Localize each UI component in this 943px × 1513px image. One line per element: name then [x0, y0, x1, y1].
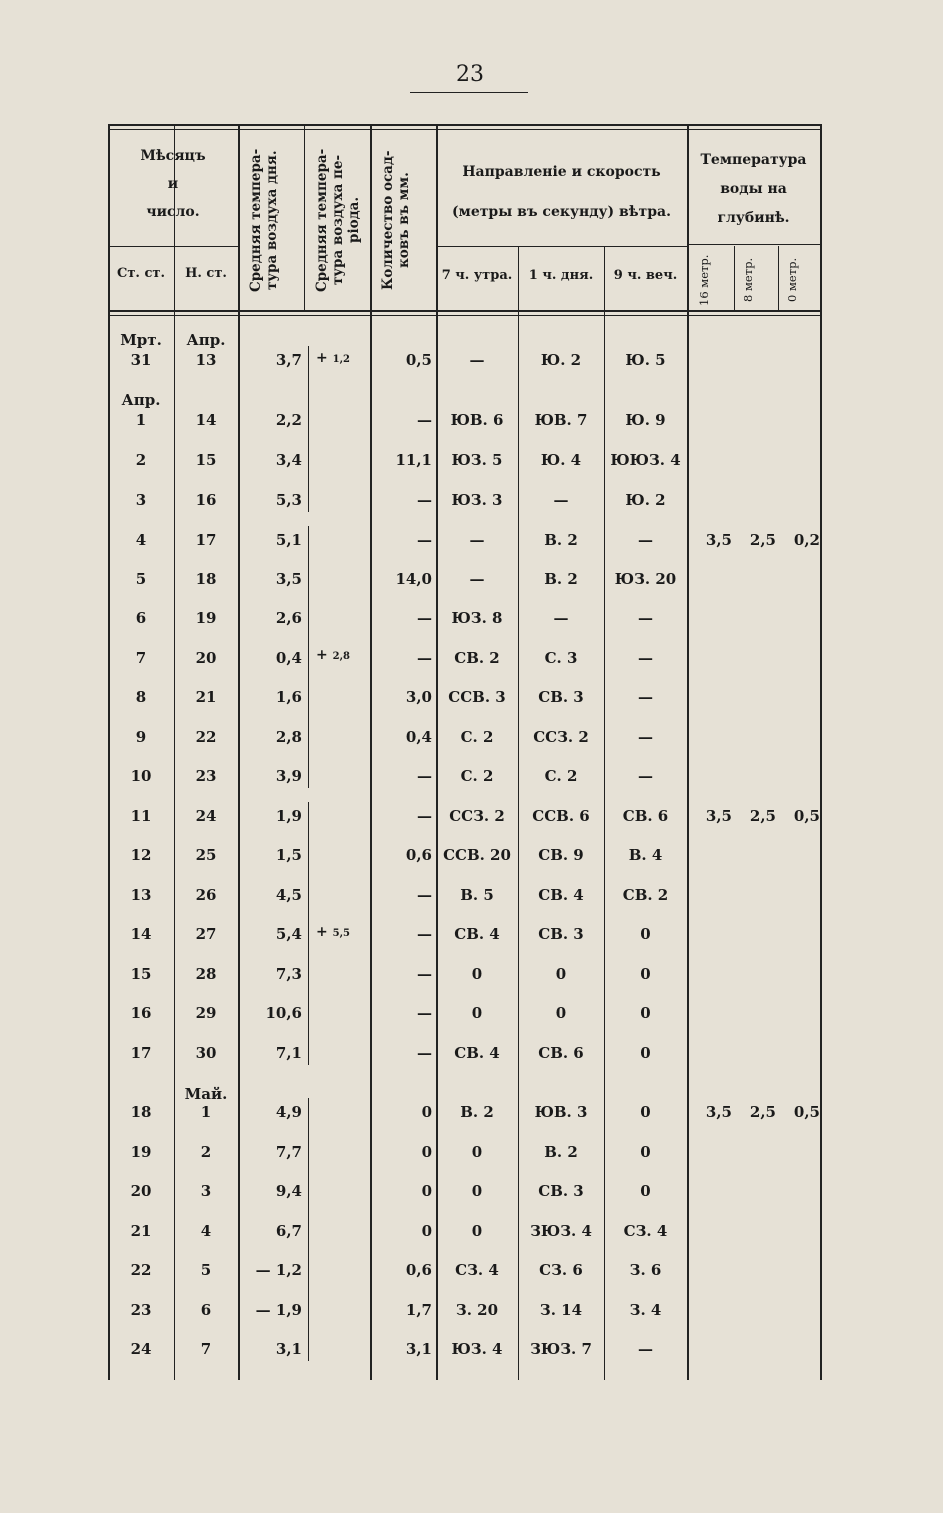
cell-new: 15	[195, 451, 217, 469]
cell-w9: 0	[640, 1143, 651, 1161]
cell-old: 14	[130, 925, 152, 943]
cell-w1: —	[553, 609, 569, 627]
cell-precip: —	[417, 807, 432, 825]
cell-w1: СВ. 6	[538, 1044, 584, 1062]
cell-old: 6	[135, 609, 147, 627]
header-avg-period-temp: Средняя темпера-тура воздуха пе-ріода.	[314, 148, 362, 292]
cell-d16: 3,5	[705, 531, 732, 549]
cell-old: 20	[130, 1182, 152, 1200]
header-avg-day-temp: Средняя темпера-тура воздуха дня.	[248, 148, 280, 292]
cell-old: 19	[130, 1143, 152, 1161]
cell-new: 14	[195, 411, 217, 429]
cell-precip: 0,6	[405, 1261, 432, 1279]
cell-old: 11	[130, 807, 152, 825]
cell-w9: СВ. 6	[622, 807, 669, 825]
period-sign: +	[316, 647, 333, 663]
cell-temp: 2,2	[275, 411, 302, 429]
cell-w7: 0	[471, 1222, 483, 1240]
cell-w1: З. 14	[539, 1301, 583, 1319]
cell-w1: СВ. 9	[538, 846, 584, 864]
cell-w7: ЮЗ. 8	[451, 609, 503, 627]
col-line-d8-d0	[778, 246, 779, 312]
cell-w7: 0	[471, 1143, 483, 1161]
cell-old: 9	[135, 728, 147, 746]
cell-new: 27	[195, 925, 217, 943]
month-label-old-march: Мрт.	[120, 331, 162, 349]
period-brace	[308, 346, 309, 512]
cell-new: 7	[200, 1340, 212, 1358]
cell-old: 7	[135, 649, 147, 667]
cell-w7: ССЗ. 2	[449, 807, 505, 825]
cell-old: 13	[130, 886, 152, 904]
cell-old: 31	[130, 351, 152, 369]
cell-old: 18	[130, 1103, 152, 1121]
cell-precip: —	[417, 925, 432, 943]
cell-new: 6	[200, 1301, 212, 1319]
cell-w1: ЮВ. 3	[534, 1103, 588, 1121]
cell-w9: —	[638, 1340, 653, 1358]
col-line-d16-d8	[734, 246, 735, 312]
cell-w7: СВ. 4	[454, 925, 500, 943]
period-value: 1,2	[332, 354, 351, 365]
cell-new: 2	[200, 1143, 212, 1161]
cell-precip: 0,4	[405, 728, 432, 746]
cell-temp: 6,7	[275, 1222, 302, 1240]
header-month-day	[108, 142, 238, 226]
cell-w9: В. 4	[628, 846, 663, 864]
cell-temp: 2,6	[275, 609, 302, 627]
wind-subheader-rule	[436, 246, 687, 247]
cell-temp: 5,3	[275, 491, 302, 509]
cell-new: 1	[200, 1103, 212, 1121]
cell-temp: 7,3	[275, 965, 302, 983]
cell-old: 15	[130, 965, 152, 983]
header-water-temp	[687, 146, 820, 233]
cell-w7: —	[469, 570, 485, 588]
cell-temp: — 1,2	[255, 1261, 302, 1279]
header-day: число.	[146, 204, 200, 220]
cell-d16: 3,5	[705, 807, 732, 825]
cell-d8: 2,5	[749, 1103, 776, 1121]
month-label-new-april: Апр.	[186, 331, 226, 349]
cell-temp: 3,7	[275, 351, 302, 369]
cell-temp: 1,9	[275, 807, 302, 825]
cell-precip: —	[417, 491, 432, 509]
col-line-temp-period	[304, 124, 305, 310]
header-wind-1: 1 ч. дня.	[528, 268, 594, 283]
cell-old: 23	[130, 1301, 152, 1319]
cell-w7: ЮЗ. 3	[451, 491, 503, 509]
cell-w9: 0	[640, 1103, 651, 1121]
cell-w1: ЮВ. 7	[534, 411, 588, 429]
cell-old: 12	[130, 846, 152, 864]
cell-temp: 3,5	[275, 570, 302, 588]
cell-w9: 0	[640, 965, 651, 983]
cell-w1: В. 2	[544, 531, 578, 549]
weather-table	[108, 124, 822, 1380]
cell-old: 21	[130, 1222, 152, 1240]
page-number-rule	[410, 92, 528, 93]
cell-precip: —	[417, 965, 432, 983]
cell-old: 8	[135, 688, 147, 706]
cell-old: 4	[135, 531, 147, 549]
cell-w1: СЗ. 6	[539, 1261, 583, 1279]
period-sign: +	[316, 350, 333, 366]
cell-precip: 11,1	[395, 451, 432, 469]
cell-new: 18	[195, 570, 217, 588]
header-bottom-rule-inner	[108, 315, 822, 316]
cell-w1: Ю. 2	[540, 351, 582, 369]
col-line-right	[820, 124, 822, 1380]
cell-w9: З. 4	[629, 1301, 662, 1319]
cell-old: 24	[130, 1340, 152, 1358]
month-label-old-april: Апр.	[121, 391, 161, 409]
period-temp-label	[316, 924, 350, 940]
cell-w7: ЮЗ. 4	[451, 1340, 503, 1358]
cell-temp: 2,8	[275, 728, 302, 746]
cell-w1: СВ. 3	[538, 688, 584, 706]
cell-new: 17	[195, 531, 217, 549]
period-sign: +	[316, 923, 333, 940]
cell-w7: В. 2	[460, 1103, 494, 1121]
cell-w1: ЗЮЗ. 7	[530, 1340, 592, 1358]
header-and: и	[167, 176, 179, 192]
cell-temp: 5,1	[275, 531, 302, 549]
header-bottom-rule	[108, 310, 822, 312]
header-wind	[436, 152, 687, 232]
cell-old: 2	[135, 451, 147, 469]
cell-w7: ЮЗ. 5	[451, 451, 503, 469]
cell-temp: — 1,9	[255, 1301, 302, 1319]
header-wind-7: 7 ч. утра.	[441, 268, 513, 283]
cell-precip: 14,0	[395, 570, 432, 588]
cell-precip: —	[417, 609, 432, 627]
cell-w7: 0	[471, 1182, 483, 1200]
cell-d0: 0,5	[793, 807, 820, 825]
date-subheader-rule	[108, 246, 238, 247]
header-depth-16: 16 метр.	[697, 254, 711, 306]
cell-w1: СВ. 4	[538, 886, 584, 904]
cell-w7: ССВ. 3	[448, 688, 506, 706]
cell-d16: 3,5	[705, 1103, 732, 1121]
cell-new: 30	[195, 1044, 217, 1062]
cell-w1: 0	[555, 965, 567, 983]
cell-w9: Ю. 5	[625, 351, 666, 369]
cell-old: 17	[130, 1044, 152, 1062]
cell-w9: —	[638, 728, 653, 746]
cell-new: 25	[195, 846, 217, 864]
cell-w9: СВ. 2	[622, 886, 669, 904]
cell-old: 16	[130, 1004, 152, 1022]
cell-temp: 0,4	[275, 649, 302, 667]
period-brace	[308, 526, 309, 788]
cell-precip: —	[417, 531, 432, 549]
cell-w7: СЗ. 4	[455, 1261, 499, 1279]
header-month: Мѣсяцъ	[140, 148, 206, 164]
period-brace	[308, 1098, 309, 1361]
cell-new: 16	[195, 491, 217, 509]
cell-w7: ЮВ. 6	[450, 411, 504, 429]
cell-w1: Ю. 4	[540, 451, 582, 469]
cell-w9: 0	[640, 925, 651, 943]
cell-precip: 0	[421, 1182, 432, 1200]
cell-w9: 0	[640, 1182, 651, 1200]
cell-w9: ЮЗ. 20	[614, 570, 677, 588]
cell-temp: 9,4	[275, 1182, 302, 1200]
header-depth-8: 8 метр.	[741, 257, 755, 303]
cell-w7: С. 2	[460, 728, 494, 746]
cell-precip: —	[417, 886, 432, 904]
cell-temp: 1,5	[275, 846, 302, 864]
cell-w9: 0	[640, 1044, 651, 1062]
cell-precip: 0	[421, 1103, 432, 1121]
cell-new: 21	[195, 688, 217, 706]
header-water-line2: воды на	[720, 181, 787, 197]
period-value: 2,8	[332, 651, 351, 662]
cell-w9: Ю. 2	[625, 491, 666, 509]
header-depth-0: 0 метр.	[785, 257, 799, 303]
cell-w1: СВ. 3	[538, 925, 584, 943]
header-old-style: Ст. ст.	[117, 266, 165, 281]
cell-precip: —	[417, 767, 432, 785]
table-top-rule	[108, 124, 822, 126]
cell-precip: —	[417, 1004, 432, 1022]
cell-w7: —	[469, 351, 485, 369]
header-precip: Количество осад-ковъ въ мм.	[380, 150, 412, 290]
period-brace	[308, 802, 309, 1065]
cell-new: 23	[195, 767, 217, 785]
cell-w9: 0	[640, 1004, 651, 1022]
period-temp-label	[316, 350, 350, 366]
header-water-line3: глубинѣ.	[717, 210, 790, 226]
cell-w9: Ю. 9	[625, 411, 666, 429]
cell-new: 13	[195, 351, 217, 369]
cell-d8: 2,5	[749, 531, 776, 549]
cell-w7: В. 5	[460, 886, 494, 904]
cell-temp: 3,9	[275, 767, 302, 785]
cell-new: 4	[200, 1222, 212, 1240]
cell-w9: —	[638, 609, 653, 627]
cell-w9: ЮЮЗ. 4	[610, 451, 681, 469]
cell-precip: 0	[421, 1222, 432, 1240]
period-value: 5,5	[332, 927, 351, 939]
cell-w1: В. 2	[544, 570, 578, 588]
cell-w9: —	[638, 688, 653, 706]
cell-w9: —	[638, 531, 653, 549]
page-number: 23	[456, 62, 484, 87]
cell-temp: 5,4	[275, 925, 302, 943]
cell-w1: 0	[555, 1004, 567, 1022]
cell-old: 22	[130, 1261, 152, 1279]
cell-w7: —	[469, 531, 485, 549]
month-label-new-may: Май.	[184, 1085, 228, 1103]
water-subheader-rule	[687, 244, 820, 245]
cell-temp: 10,6	[265, 1004, 302, 1022]
cell-w7: З. 20	[455, 1301, 499, 1319]
cell-temp: 3,1	[275, 1340, 302, 1358]
cell-precip: 3,1	[405, 1340, 432, 1358]
period-temp-label	[316, 647, 350, 663]
cell-temp: 7,1	[275, 1044, 302, 1062]
cell-temp: 1,6	[275, 688, 302, 706]
cell-new: 24	[195, 807, 217, 825]
table-top-rule-inner	[108, 129, 822, 130]
cell-precip: —	[417, 411, 432, 429]
header-wind-line1: Направленіе и скорость	[462, 164, 661, 180]
cell-w7: 0	[471, 1004, 483, 1022]
cell-precip: 3,0	[405, 688, 432, 706]
cell-w9: З. 6	[629, 1261, 662, 1279]
cell-w1: ЗЮЗ. 4	[530, 1222, 592, 1240]
cell-temp: 3,4	[275, 451, 302, 469]
cell-precip: 1,7	[405, 1301, 432, 1319]
cell-old: 10	[130, 767, 152, 785]
cell-w1: ССВ. 6	[532, 807, 590, 825]
cell-old: 1	[135, 411, 147, 429]
cell-precip: —	[417, 649, 432, 667]
header-wind-9: 9 ч. веч.	[613, 268, 678, 283]
cell-w7: С. 2	[460, 767, 494, 785]
cell-w1: В. 2	[544, 1143, 578, 1161]
cell-w9: —	[638, 767, 653, 785]
cell-new: 19	[195, 609, 217, 627]
cell-new: 26	[195, 886, 217, 904]
cell-precip: 0	[421, 1143, 432, 1161]
cell-w1: ССЗ. 2	[533, 728, 589, 746]
header-wind-line2: (метры въ секунду) вѣтра.	[452, 204, 671, 220]
cell-new: 3	[200, 1182, 212, 1200]
cell-w7: 0	[471, 965, 483, 983]
cell-w1: —	[553, 491, 569, 509]
cell-w7: СВ. 2	[454, 649, 500, 667]
cell-d0: 0,2	[793, 531, 820, 549]
cell-new: 20	[195, 649, 217, 667]
cell-precip: 0,6	[405, 846, 432, 864]
cell-d8: 2,5	[749, 807, 776, 825]
cell-old: 3	[135, 491, 147, 509]
header-water-line1: Температура	[700, 152, 807, 168]
cell-w1: СВ. 3	[538, 1182, 584, 1200]
cell-new: 29	[195, 1004, 217, 1022]
cell-new: 22	[195, 728, 217, 746]
cell-temp: 7,7	[275, 1143, 302, 1161]
cell-w1: С. 2	[544, 767, 578, 785]
cell-new: 28	[195, 965, 217, 983]
cell-d0: 0,5	[793, 1103, 820, 1121]
header-new-style: Н. ст.	[185, 266, 227, 281]
cell-w7: СВ. 4	[454, 1044, 500, 1062]
cell-old: 5	[135, 570, 147, 588]
col-line-wind-water	[687, 124, 689, 1380]
cell-w9: —	[638, 649, 653, 667]
cell-w7: ССВ. 20	[443, 846, 511, 864]
cell-precip: 0,5	[405, 351, 432, 369]
cell-w9: СЗ. 4	[623, 1222, 668, 1240]
cell-precip: —	[417, 1044, 432, 1062]
cell-w1: С. 3	[544, 649, 578, 667]
cell-temp: 4,9	[275, 1103, 302, 1121]
cell-new: 5	[200, 1261, 212, 1279]
cell-temp: 4,5	[275, 886, 302, 904]
